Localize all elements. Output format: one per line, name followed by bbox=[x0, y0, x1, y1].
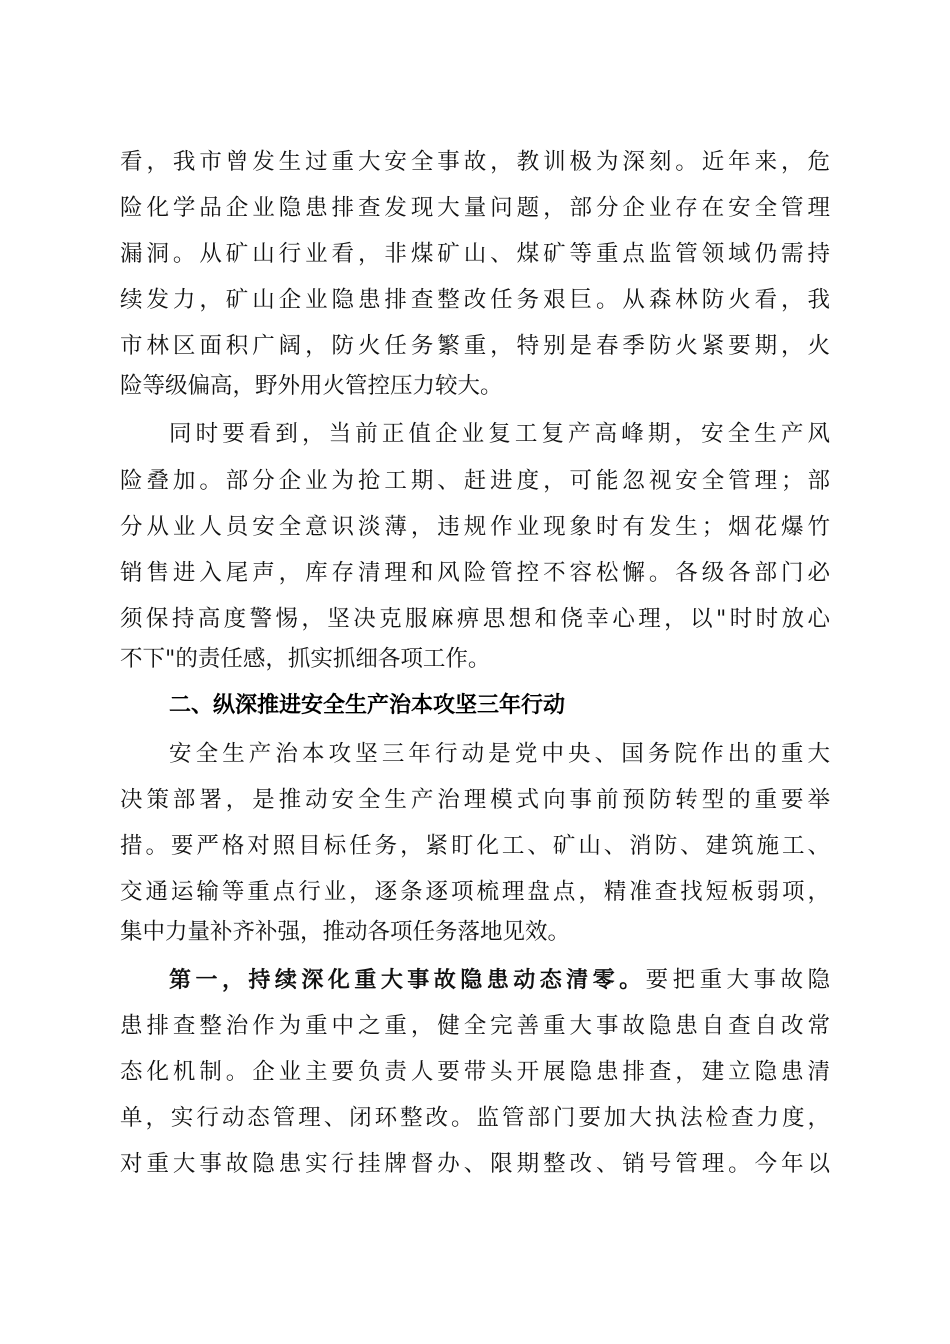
paragraph-2-line-2: 险叠加。部分企业为抢工期、赶进度，可能忽视安全管理；部 bbox=[120, 468, 830, 494]
section-heading: 二、纵深推进安全生产治本攻坚三年行动 bbox=[169, 693, 566, 718]
paragraph-1-line-4: 续发力，矿山企业隐患排查整改任务艰巨。从森林防火看，我 bbox=[120, 287, 830, 313]
paragraph-3-line-3: 措。要严格对照目标任务，紧盯化工、矿山、消防、建筑施工、 bbox=[120, 833, 830, 859]
paragraph-2-line-1: 同时要看到，当前正值企业复工复产高峰期，安全生产风 bbox=[169, 421, 830, 447]
paragraph-4-line-4: 单，实行动态管理、闭环整改。监管部门要加大执法检查力度， bbox=[120, 1105, 830, 1131]
paragraph-4-line-5: 对重大事故隐患实行挂牌督办、限期整改、销号管理。今年以 bbox=[120, 1151, 830, 1177]
paragraph-1-line-3: 漏洞。从矿山行业看，非煤矿山、煤矿等重点监管领域仍需持 bbox=[120, 241, 830, 267]
paragraph-2-line-4: 销售进入尾声，库存清理和风险管控不容松懈。各级各部门必 bbox=[120, 560, 830, 586]
paragraph-4-lead: 第一，持续深化重大事故隐患动态清零。 bbox=[169, 968, 646, 993]
paragraph-1-line-1: 看，我市曾发生过重大安全事故，教训极为深刻。近年来，危 bbox=[120, 149, 830, 175]
paragraph-3-line-4: 交通运输等重点行业，逐条逐项梳理盘点，精准查找短板弱项， bbox=[120, 879, 830, 905]
paragraph-2-line-5: 须保持高度警惕，坚决克服麻痹思想和侥幸心理，以"时时放心 bbox=[120, 606, 830, 632]
paragraph-3-line-1: 安全生产治本攻坚三年行动是党中央、国务院作出的重大 bbox=[169, 741, 830, 767]
paragraph-1-line-5: 市林区面积广阔，防火任务繁重，特别是春季防火紧要期，火 bbox=[120, 333, 830, 359]
paragraph-2-line-3: 分从业人员安全意识淡薄，违规作业现象时有发生；烟花爆竹 bbox=[120, 514, 830, 540]
paragraph-4-line-2: 患排查整治作为重中之重，健全完善重大事故隐患自查自改常 bbox=[120, 1013, 830, 1039]
paragraph-4-line-1-rest: 要把重大事故隐 bbox=[645, 967, 830, 993]
paragraph-3-line-2: 决策部署，是推动安全生产治理模式向事前预防转型的重要举 bbox=[120, 787, 830, 813]
paragraph-2-line-6: 不下"的责任感，抓实抓细各项工作。 bbox=[120, 646, 491, 672]
paragraph-4-line-1 bbox=[169, 960, 830, 1000]
paragraph-3-line-5: 集中力量补齐补强，推动各项任务落地见效。 bbox=[120, 919, 571, 945]
paragraph-1-line-6: 险等级偏高，野外用火管控压力较大。 bbox=[120, 373, 503, 399]
paragraph-4-line-3: 态化机制。企业主要负责人要带头开展隐患排查，建立隐患清 bbox=[120, 1059, 830, 1085]
paragraph-1-line-2: 险化学品企业隐患排查发现大量问题，部分企业存在安全管理 bbox=[120, 195, 830, 221]
